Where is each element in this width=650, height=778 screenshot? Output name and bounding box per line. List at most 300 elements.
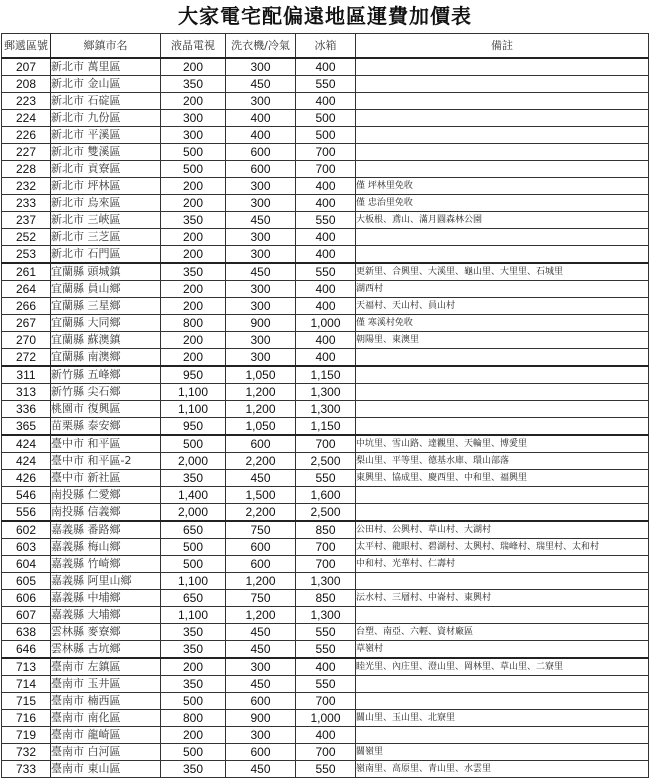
fridge-fee-cell: 400 — [296, 349, 356, 367]
note-cell: 更新里、合興里、大溪里、龜山里、大里里、石城里 — [356, 263, 649, 281]
washer-ac-fee-cell: 600 — [226, 744, 296, 761]
zip-cell: 602 — [2, 521, 51, 539]
table-row — [2, 418, 649, 436]
note-cell: 朝陽里、東澳里 — [356, 332, 649, 349]
town-name-cell: 雲林縣 麥寮鄉 — [51, 624, 161, 641]
zip-cell: 232 — [2, 178, 51, 195]
zip-cell: 272 — [2, 349, 51, 367]
fridge-fee-cell: 1,000 — [296, 315, 356, 332]
note-cell — [356, 418, 649, 436]
fridge-fee-cell: 400 — [296, 281, 356, 298]
fridge-fee-cell: 2,500 — [296, 504, 356, 522]
note-cell: 湖西村 — [356, 281, 649, 298]
fridge-fee-cell: 550 — [296, 212, 356, 229]
washer-ac-fee-cell: 450 — [226, 470, 296, 487]
zip-cell: 266 — [2, 298, 51, 315]
table-row — [2, 504, 649, 522]
town-name-cell: 嘉義縣 竹崎鄉 — [51, 556, 161, 573]
header-fridge: 冰箱 — [296, 34, 356, 59]
note-cell: 梨山里、平等里、德基水庫、環山部落 — [356, 453, 649, 470]
tv-fee-cell: 200 — [161, 195, 226, 212]
table-row — [2, 710, 649, 727]
zip-cell: 424 — [2, 435, 51, 453]
fridge-fee-cell: 550 — [296, 641, 356, 659]
town-name-cell: 南投縣 仁愛鄉 — [51, 487, 161, 504]
town-name-cell: 臺中市 新社區 — [51, 470, 161, 487]
table-row — [2, 470, 649, 487]
note-cell — [356, 573, 649, 590]
note-cell — [356, 384, 649, 401]
town-name-cell: 宜蘭縣 大同鄉 — [51, 315, 161, 332]
washer-ac-fee-cell: 400 — [226, 110, 296, 127]
note-cell — [356, 727, 649, 744]
fridge-fee-cell: 1,300 — [296, 384, 356, 401]
town-name-cell: 臺南市 左鎮區 — [51, 658, 161, 676]
tv-fee-cell: 1,100 — [161, 573, 226, 590]
zip-cell: 253 — [2, 246, 51, 264]
note-cell: 僅 寒溪村免收 — [356, 315, 649, 332]
town-name-cell: 宜蘭縣 三星鄉 — [51, 298, 161, 315]
fridge-fee-cell: 550 — [296, 263, 356, 281]
fridge-fee-cell: 550 — [296, 761, 356, 778]
fridge-fee-cell: 400 — [296, 178, 356, 195]
table-row — [2, 144, 649, 161]
table-row — [2, 384, 649, 401]
table-row — [2, 556, 649, 573]
washer-ac-fee-cell: 300 — [226, 727, 296, 744]
fridge-fee-cell: 400 — [296, 658, 356, 676]
table-row — [2, 281, 649, 298]
page-title: 大家電宅配偏遠地區運費加價表 — [178, 4, 472, 28]
town-name-cell: 嘉義縣 番路鄉 — [51, 521, 161, 539]
washer-ac-fee-cell: 450 — [226, 641, 296, 659]
table-body — [2, 58, 649, 778]
washer-ac-fee-cell: 2,200 — [226, 504, 296, 522]
tv-fee-cell: 2,000 — [161, 453, 226, 470]
fridge-fee-cell: 1,000 — [296, 710, 356, 727]
tv-fee-cell: 350 — [161, 263, 226, 281]
table-row — [2, 624, 649, 641]
tv-fee-cell: 500 — [161, 539, 226, 556]
tv-fee-cell: 2,000 — [161, 504, 226, 522]
fridge-fee-cell: 700 — [296, 556, 356, 573]
town-name-cell: 新北市 三峽區 — [51, 212, 161, 229]
washer-ac-fee-cell: 300 — [226, 195, 296, 212]
zip-cell: 638 — [2, 624, 51, 641]
tv-fee-cell: 200 — [161, 332, 226, 349]
tv-fee-cell: 200 — [161, 178, 226, 195]
tv-fee-cell: 350 — [161, 641, 226, 659]
fridge-fee-cell: 1,300 — [296, 401, 356, 418]
table-row — [2, 212, 649, 229]
washer-ac-fee-cell: 1,200 — [226, 607, 296, 624]
town-name-cell: 臺南市 東山區 — [51, 761, 161, 778]
tv-fee-cell: 350 — [161, 212, 226, 229]
fridge-fee-cell: 400 — [296, 195, 356, 212]
washer-ac-fee-cell: 400 — [226, 127, 296, 144]
fridge-fee-cell: 1,600 — [296, 487, 356, 504]
note-cell: 中坑里、雪山路、達觀里、天輪里、博愛里 — [356, 435, 649, 453]
table-row — [2, 641, 649, 659]
table-row — [2, 178, 649, 195]
table-row — [2, 693, 649, 710]
table-row — [2, 401, 649, 418]
washer-ac-fee-cell: 300 — [226, 658, 296, 676]
tv-fee-cell: 1,400 — [161, 487, 226, 504]
fridge-fee-cell: 550 — [296, 624, 356, 641]
note-cell — [356, 401, 649, 418]
fridge-fee-cell: 2,500 — [296, 453, 356, 470]
table-row — [2, 127, 649, 144]
note-cell — [356, 607, 649, 624]
tv-fee-cell: 200 — [161, 349, 226, 367]
tv-fee-cell: 500 — [161, 744, 226, 761]
fridge-fee-cell: 550 — [296, 676, 356, 693]
tv-fee-cell: 200 — [161, 298, 226, 315]
zip-cell: 264 — [2, 281, 51, 298]
fridge-fee-cell: 400 — [296, 229, 356, 246]
town-name-cell: 宜蘭縣 頭城鎮 — [51, 263, 161, 281]
zip-cell: 603 — [2, 539, 51, 556]
fridge-fee-cell: 400 — [296, 727, 356, 744]
tv-fee-cell: 800 — [161, 710, 226, 727]
town-name-cell: 新北市 石門區 — [51, 246, 161, 264]
tv-fee-cell: 500 — [161, 693, 226, 710]
tv-fee-cell: 200 — [161, 281, 226, 298]
tv-fee-cell: 350 — [161, 761, 226, 778]
zip-cell: 228 — [2, 161, 51, 178]
note-cell: 東興里、協成里、慶西里、中和里、福興里 — [356, 470, 649, 487]
town-name-cell: 新北市 三芝區 — [51, 229, 161, 246]
tv-fee-cell: 200 — [161, 658, 226, 676]
note-cell: 太平村、龍眼村、碧湖村、太興村、瑞峰村、瑞里村、太和村 — [356, 539, 649, 556]
washer-ac-fee-cell: 1,050 — [226, 366, 296, 384]
zip-cell: 208 — [2, 76, 51, 93]
tv-fee-cell: 1,100 — [161, 401, 226, 418]
washer-ac-fee-cell: 750 — [226, 590, 296, 607]
town-name-cell: 新北市 坪林區 — [51, 178, 161, 195]
zip-cell: 313 — [2, 384, 51, 401]
note-cell — [356, 246, 649, 264]
town-name-cell: 臺南市 玉井區 — [51, 676, 161, 693]
washer-ac-fee-cell: 2,200 — [226, 453, 296, 470]
table-row — [2, 590, 649, 607]
tv-fee-cell: 350 — [161, 624, 226, 641]
table-row — [2, 298, 649, 315]
fridge-fee-cell: 500 — [296, 127, 356, 144]
zip-cell: 732 — [2, 744, 51, 761]
note-cell — [356, 58, 649, 76]
zip-cell: 733 — [2, 761, 51, 778]
table-row — [2, 658, 649, 676]
zip-cell: 607 — [2, 607, 51, 624]
note-cell: 草嶺村 — [356, 641, 649, 659]
table-row — [2, 110, 649, 127]
note-cell: 中和村、光華村、仁壽村 — [356, 556, 649, 573]
table-row — [2, 435, 649, 453]
town-name-cell: 嘉義縣 大埔鄉 — [51, 607, 161, 624]
note-cell: 關嶺里 — [356, 744, 649, 761]
fridge-fee-cell: 1,300 — [296, 607, 356, 624]
zip-cell: 546 — [2, 487, 51, 504]
fridge-fee-cell: 400 — [296, 332, 356, 349]
zip-cell: 556 — [2, 504, 51, 522]
town-name-cell: 南投縣 信義鄉 — [51, 504, 161, 522]
table-row — [2, 315, 649, 332]
note-cell — [356, 161, 649, 178]
town-name-cell: 新北市 平溪區 — [51, 127, 161, 144]
table-row — [2, 93, 649, 110]
note-cell — [356, 366, 649, 384]
fridge-fee-cell: 500 — [296, 110, 356, 127]
zip-cell: 424 — [2, 453, 51, 470]
zip-cell: 604 — [2, 556, 51, 573]
tv-fee-cell: 500 — [161, 556, 226, 573]
table-row — [2, 761, 649, 778]
tv-fee-cell: 350 — [161, 676, 226, 693]
town-name-cell: 臺中市 和平區 — [51, 435, 161, 453]
tv-fee-cell: 350 — [161, 470, 226, 487]
zip-cell: 226 — [2, 127, 51, 144]
town-name-cell: 新北市 萬里區 — [51, 58, 161, 76]
table-row — [2, 487, 649, 504]
fridge-fee-cell: 700 — [296, 744, 356, 761]
fridge-fee-cell: 1,300 — [296, 573, 356, 590]
table-row — [2, 349, 649, 367]
washer-ac-fee-cell: 450 — [226, 76, 296, 93]
zip-cell: 207 — [2, 58, 51, 76]
note-cell: 台塑、南亞、六輕、資材廠區 — [356, 624, 649, 641]
fridge-fee-cell: 700 — [296, 144, 356, 161]
zip-cell: 227 — [2, 144, 51, 161]
zip-cell: 336 — [2, 401, 51, 418]
note-cell — [356, 349, 649, 367]
zip-cell: 714 — [2, 676, 51, 693]
zip-cell: 365 — [2, 418, 51, 436]
tv-fee-cell: 500 — [161, 435, 226, 453]
washer-ac-fee-cell: 450 — [226, 761, 296, 778]
tv-fee-cell: 300 — [161, 110, 226, 127]
washer-ac-fee-cell: 600 — [226, 539, 296, 556]
fridge-fee-cell: 850 — [296, 590, 356, 607]
tv-fee-cell: 200 — [161, 229, 226, 246]
zip-cell: 223 — [2, 93, 51, 110]
zip-cell: 237 — [2, 212, 51, 229]
zip-cell: 311 — [2, 366, 51, 384]
note-cell — [356, 693, 649, 710]
note-cell: 大板根、鳶山、滿月圓森林公園 — [356, 212, 649, 229]
header-zip: 郵遞區號 — [2, 34, 51, 59]
zip-cell: 646 — [2, 641, 51, 659]
note-cell: 睦光里、內庄里、澄山里、岡林里、草山里、二寮里 — [356, 658, 649, 676]
town-name-cell: 宜蘭縣 南澳鄉 — [51, 349, 161, 367]
note-cell — [356, 127, 649, 144]
header-note: 備註 — [356, 34, 649, 59]
fridge-fee-cell: 550 — [296, 76, 356, 93]
tv-fee-cell: 300 — [161, 127, 226, 144]
header-name: 鄉鎮市名 — [51, 34, 161, 59]
tv-fee-cell: 200 — [161, 93, 226, 110]
town-name-cell: 新北市 貢寮區 — [51, 161, 161, 178]
zip-cell: 715 — [2, 693, 51, 710]
town-name-cell: 新竹縣 五峰鄉 — [51, 366, 161, 384]
note-cell: 公田村、公興村、草山村、大湖村 — [356, 521, 649, 539]
note-cell — [356, 504, 649, 522]
town-name-cell: 新北市 石碇區 — [51, 93, 161, 110]
washer-ac-fee-cell: 1,200 — [226, 573, 296, 590]
table-row — [2, 607, 649, 624]
fridge-fee-cell: 700 — [296, 539, 356, 556]
zip-cell: 719 — [2, 727, 51, 744]
note-cell: 沄水村、三層村、中崙村、東興村 — [356, 590, 649, 607]
town-name-cell: 臺南市 南化區 — [51, 710, 161, 727]
town-name-cell: 嘉義縣 中埔鄉 — [51, 590, 161, 607]
table-row — [2, 539, 649, 556]
zip-cell: 426 — [2, 470, 51, 487]
washer-ac-fee-cell: 900 — [226, 315, 296, 332]
zip-cell: 267 — [2, 315, 51, 332]
note-cell: 關山里、玉山里、北寮里 — [356, 710, 649, 727]
town-name-cell: 新北市 金山區 — [51, 76, 161, 93]
note-cell — [356, 110, 649, 127]
fridge-fee-cell: 550 — [296, 470, 356, 487]
fridge-fee-cell: 1,150 — [296, 418, 356, 436]
fridge-fee-cell: 700 — [296, 161, 356, 178]
washer-ac-fee-cell: 300 — [226, 246, 296, 264]
table-row — [2, 453, 649, 470]
tv-fee-cell: 350 — [161, 76, 226, 93]
tv-fee-cell: 200 — [161, 58, 226, 76]
note-cell: 僅 坪林里免收 — [356, 178, 649, 195]
table-row — [2, 195, 649, 212]
zip-cell: 270 — [2, 332, 51, 349]
table-row — [2, 676, 649, 693]
fridge-fee-cell: 1,150 — [296, 366, 356, 384]
tv-fee-cell: 950 — [161, 366, 226, 384]
fridge-fee-cell: 400 — [296, 246, 356, 264]
fridge-fee-cell: 700 — [296, 435, 356, 453]
tv-fee-cell: 800 — [161, 315, 226, 332]
tv-fee-cell: 1,100 — [161, 607, 226, 624]
fridge-fee-cell: 400 — [296, 93, 356, 110]
town-name-cell: 桃園市 復興區 — [51, 401, 161, 418]
table-row — [2, 76, 649, 93]
town-name-cell: 新北市 九份區 — [51, 110, 161, 127]
washer-ac-fee-cell: 300 — [226, 229, 296, 246]
washer-ac-fee-cell: 900 — [226, 710, 296, 727]
town-name-cell: 新北市 雙溪區 — [51, 144, 161, 161]
town-name-cell: 嘉義縣 阿里山鄉 — [51, 573, 161, 590]
zip-cell: 605 — [2, 573, 51, 590]
washer-ac-fee-cell: 1,050 — [226, 418, 296, 436]
table-row — [2, 161, 649, 178]
washer-ac-fee-cell: 300 — [226, 58, 296, 76]
town-name-cell: 臺南市 楠西區 — [51, 693, 161, 710]
washer-ac-fee-cell: 300 — [226, 281, 296, 298]
table-row — [2, 332, 649, 349]
washer-ac-fee-cell: 1,200 — [226, 401, 296, 418]
table-row — [2, 263, 649, 281]
tv-fee-cell: 950 — [161, 418, 226, 436]
fridge-fee-cell: 850 — [296, 521, 356, 539]
table-row — [2, 727, 649, 744]
washer-ac-fee-cell: 300 — [226, 298, 296, 315]
table-row — [2, 573, 649, 590]
note-cell: 僅 忠治里免收 — [356, 195, 649, 212]
town-name-cell: 新竹縣 尖石鄉 — [51, 384, 161, 401]
tv-fee-cell: 200 — [161, 727, 226, 744]
table-row — [2, 521, 649, 539]
table-row — [2, 744, 649, 761]
table-row — [2, 58, 649, 76]
zip-cell: 716 — [2, 710, 51, 727]
town-name-cell: 宜蘭縣 蘇澳鎮 — [51, 332, 161, 349]
tv-fee-cell: 1,100 — [161, 384, 226, 401]
note-cell — [356, 93, 649, 110]
tv-fee-cell: 650 — [161, 521, 226, 539]
town-name-cell: 新北市 烏來區 — [51, 195, 161, 212]
washer-ac-fee-cell: 600 — [226, 161, 296, 178]
note-cell — [356, 487, 649, 504]
town-name-cell: 臺中市 和平區-2 — [51, 453, 161, 470]
town-name-cell: 臺南市 龍崎區 — [51, 727, 161, 744]
washer-ac-fee-cell: 450 — [226, 263, 296, 281]
washer-ac-fee-cell: 1,500 — [226, 487, 296, 504]
washer-ac-fee-cell: 1,200 — [226, 384, 296, 401]
zip-cell: 233 — [2, 195, 51, 212]
shipping-fee-table — [1, 33, 649, 778]
washer-ac-fee-cell: 300 — [226, 178, 296, 195]
town-name-cell: 宜蘭縣 員山鄉 — [51, 281, 161, 298]
note-cell — [356, 144, 649, 161]
washer-ac-fee-cell: 450 — [226, 212, 296, 229]
washer-ac-fee-cell: 600 — [226, 556, 296, 573]
town-name-cell: 苗栗縣 泰安鄉 — [51, 418, 161, 436]
washer-ac-fee-cell: 300 — [226, 93, 296, 110]
note-cell: 嶺南里、高原里、青山里、水雲里 — [356, 761, 649, 778]
washer-ac-fee-cell: 300 — [226, 332, 296, 349]
tv-fee-cell: 650 — [161, 590, 226, 607]
note-cell — [356, 76, 649, 93]
table-row — [2, 366, 649, 384]
note-cell — [356, 676, 649, 693]
town-name-cell: 雲林縣 古坑鄉 — [51, 641, 161, 659]
washer-ac-fee-cell: 600 — [226, 144, 296, 161]
table-header-row — [2, 34, 649, 59]
washer-ac-fee-cell: 750 — [226, 521, 296, 539]
zip-cell: 224 — [2, 110, 51, 127]
note-cell — [356, 229, 649, 246]
note-cell: 天福村、天山村、員山村 — [356, 298, 649, 315]
tv-fee-cell: 500 — [161, 144, 226, 161]
zip-cell: 252 — [2, 229, 51, 246]
washer-ac-fee-cell: 450 — [226, 624, 296, 641]
washer-ac-fee-cell: 600 — [226, 435, 296, 453]
fridge-fee-cell: 400 — [296, 58, 356, 76]
fridge-fee-cell: 700 — [296, 693, 356, 710]
tv-fee-cell: 500 — [161, 161, 226, 178]
washer-ac-fee-cell: 600 — [226, 693, 296, 710]
zip-cell: 713 — [2, 658, 51, 676]
town-name-cell: 嘉義縣 梅山鄉 — [51, 539, 161, 556]
header-washer-ac: 洗衣機/冷氣 — [226, 34, 296, 59]
table-row — [2, 229, 649, 246]
fridge-fee-cell: 400 — [296, 298, 356, 315]
zip-cell: 606 — [2, 590, 51, 607]
table-row — [2, 246, 649, 264]
header-tv: 液晶電視 — [161, 34, 226, 59]
zip-cell: 261 — [2, 263, 51, 281]
